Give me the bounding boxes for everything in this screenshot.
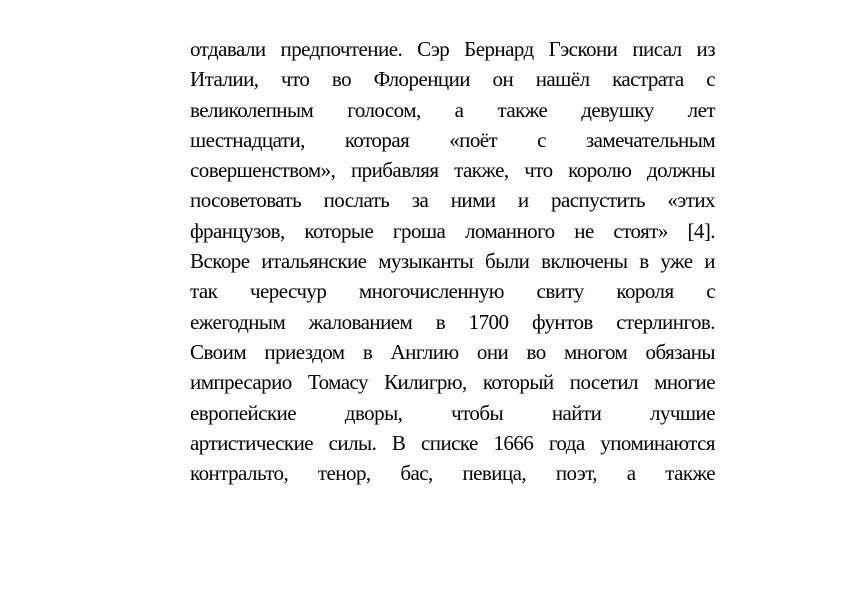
text-line: отдавали предпочтение. Сэр Бернард Гэскони писал из — [190, 37, 715, 61]
text-line: Своим приездом в Англию они во многом обязаны — [190, 339, 715, 364]
text-line: Вскоре итальянские музыканты были включены в уже и — [190, 249, 715, 274]
text-line: артистические силы. В списке 1666 года упоминаются — [190, 430, 715, 455]
text-line: совершенством», прибавляя также, что королю должны — [190, 158, 715, 183]
text-line: посоветовать послать за ними и распустить «этих — [190, 188, 715, 213]
text-line: шестнадцати, которая «поёт с замечательным — [190, 127, 715, 152]
text-line: так чересчур многочисленную свиту короля с — [190, 279, 715, 304]
text-line: французов, которые гроша ломанного не стоят» [4]. — [190, 218, 715, 243]
body-text — [190, 34, 715, 488]
text-line: европейские дворы, чтобы найти лучшие — [190, 400, 715, 425]
text-line: импресарио Томасу Килигрю, который посетил многие — [190, 370, 715, 395]
text-line: контральто, тенор, бас, певица, поэт, а также — [190, 461, 715, 486]
text-line: ежегодным жалованием в 1700 фунтов стерлингов. — [190, 309, 715, 334]
text-line: Италии, что во Флоренции он нашёл кастрата с — [190, 67, 715, 92]
text-line: великолепным голосом, а также девушку лет — [190, 97, 715, 122]
